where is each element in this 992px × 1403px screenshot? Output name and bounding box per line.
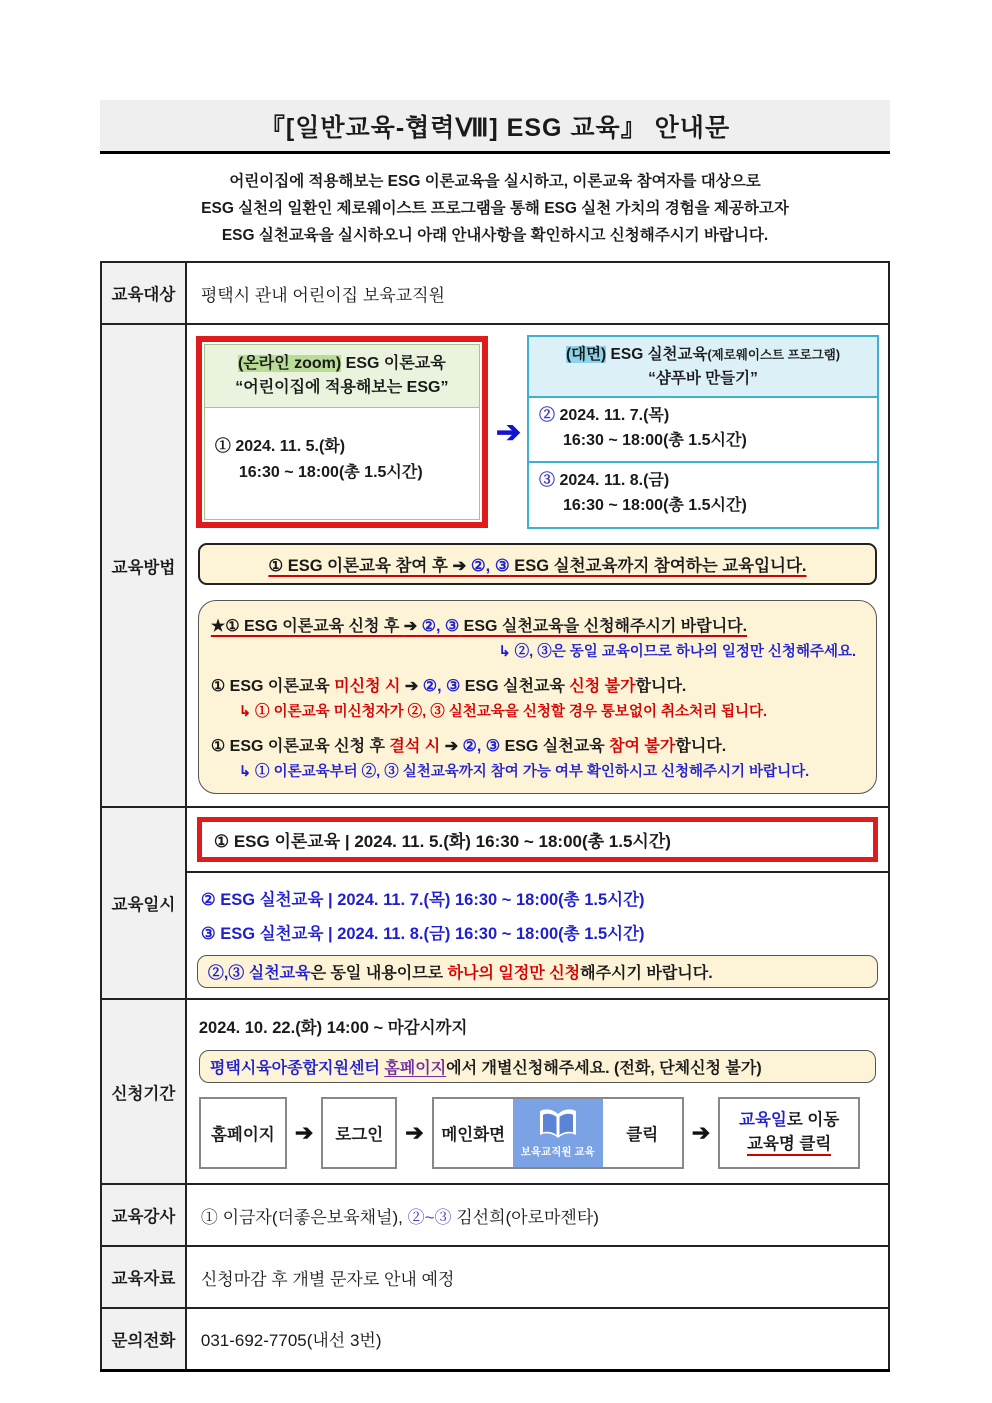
flow-step-mainpage	[432, 1097, 684, 1169]
arrow-glyph: ➔	[400, 678, 423, 696]
offline-session-1-date	[539, 404, 867, 429]
instructor-value	[186, 1184, 889, 1246]
flow-click-label: 클릭	[626, 1126, 659, 1145]
flow-course-line-2	[747, 1133, 831, 1157]
session-number: ③	[539, 472, 560, 490]
offline-session-2-date	[539, 469, 867, 494]
online-session-time: 16:30 ~ 18:00(총 1.5시간)	[238, 463, 423, 481]
offline-session-2-time: 16:30 ~ 18:00(총 1.5시간)	[563, 497, 747, 515]
offline-title-paren: (제로웨이스트 프로그램)	[707, 348, 841, 363]
application-flow-diagram	[199, 1097, 876, 1169]
notice-line-1	[211, 613, 866, 636]
offline-session-1	[529, 398, 877, 462]
offline-practice-box	[527, 335, 879, 529]
info-table	[100, 261, 890, 1371]
summary-seg-2: ESG 실천교육까지 참여하는 교육입니다.	[509, 557, 807, 576]
notice-seg: ★① ESG 이론교육 신청 후	[210, 618, 404, 636]
period-note-rest: 에서 개별신청해주세요. (전화, 단체신청 불가)	[446, 1060, 762, 1078]
notice-seg: ESG 실천교육	[500, 738, 610, 756]
instructor-seg: ① 이금자(더좋은보육채널),	[200, 1207, 408, 1227]
intro-paragraph	[100, 168, 890, 249]
row-label-materials: 교육자료	[101, 1246, 186, 1308]
table-row-instructor	[101, 1184, 889, 1246]
title-banner	[100, 100, 890, 154]
table-row-period	[101, 999, 889, 1184]
tile-label: 보육교직원 교육	[520, 1145, 595, 1158]
notice-line-1-text	[211, 618, 747, 635]
online-zoom-tag: (온라인 zoom)	[237, 355, 342, 373]
flow-course-day: 교육일	[739, 1111, 787, 1130]
schedule-practice-line-1: ② ESG 실천교육 | 2024. 11. 7.(목) 16:30 ~ 18:00(총 1.5시간)	[200, 891, 645, 910]
offline-subtitle: “샴푸바 만들기”	[648, 369, 758, 387]
method-content	[187, 325, 888, 806]
flow-step-course	[718, 1097, 860, 1169]
right-arrow-icon: ➔	[495, 415, 521, 449]
notice-seg: ESG 실천교육을 신청해주시기 바랍니다.	[459, 618, 748, 636]
notice-seg: 합니다.	[635, 678, 687, 696]
row-label-contact: 문의전화	[101, 1308, 186, 1370]
notice-seg: ① ESG 이론교육	[210, 678, 335, 696]
row-label-instructor: 교육강사	[101, 1184, 186, 1246]
schedule-practice-line-2: ③ ESG 실천교육 | 2024. 11. 8.(금) 16:30 ~ 18:00(총 1.5시간)	[200, 925, 645, 944]
instructor-seg-circled: ②~③	[407, 1207, 452, 1227]
table-row-materials	[101, 1246, 889, 1308]
notice-line-6: ↳ ① 이론교육부터 ②, ③ 실천교육까지 참여 가능 여부 확인하시고 신청해주시기 바랍니다.	[238, 764, 810, 781]
table-row-schedule-a	[101, 807, 889, 872]
flow-arrow-icon: ➔	[691, 1120, 711, 1146]
flow-main-label: 메인화면	[441, 1126, 506, 1145]
online-session	[205, 408, 479, 519]
table-row-contact	[101, 1308, 889, 1370]
period-note-box	[199, 1050, 876, 1083]
schedule-note-seg-blue: ②,③ 실천교육	[207, 965, 311, 983]
materials-value: 신청마감 후 개별 문자로 안내 예정	[186, 1246, 889, 1308]
notice-line-2: ↳ ②, ③은 동일 교육이므로 하나의 일정만 신청해주세요.	[498, 644, 856, 661]
intro-line-3: ESG 실천교육을 실시하오니 아래 안내사항을 확인하시고 신청해주시기 바랍니다.	[221, 227, 769, 245]
flow-course-line-1	[739, 1109, 839, 1133]
offline-session-2	[529, 461, 877, 527]
arrow-glyph: ➔	[440, 738, 463, 756]
row-label-target: 교육대상	[101, 262, 186, 324]
instructor-seg: 김선희(아로마젠타)	[451, 1207, 599, 1227]
offline-practice-header	[529, 337, 877, 398]
notice-seg-red: 미신청 시	[334, 678, 401, 696]
schedule-note-seg: 은 동일 내용이므로	[310, 965, 448, 983]
intro-line-2: ESG 실천의 일환인 제로웨이스트 프로그램을 통해 ESG 실천 가치의 경험을 제공하고자	[201, 200, 789, 218]
schedule-theory-box: ① ESG 이론교육 | 2024. 11. 5.(화) 16:30 ~ 18:00(총 1.5시간)	[197, 817, 878, 862]
period-date: 2024. 10. 22.(화) 14:00 ~ 마감시까지	[198, 1019, 468, 1038]
notice-line-5	[211, 733, 866, 756]
session-number: ②	[539, 406, 560, 424]
session-date: 2024. 11. 5.(화)	[235, 438, 346, 456]
notice-line-4: ↳ ① 이론교육 미신청자가 ②, ③ 실천교육을 신청할 경우 통보없이 취소처리 됩니다.	[238, 704, 768, 721]
method-boxes	[196, 335, 879, 529]
method-notice-box	[198, 600, 877, 794]
online-theory-inner	[204, 344, 480, 520]
flow-step-homepage: 홈페이지	[199, 1097, 287, 1169]
book-icon	[538, 1108, 578, 1142]
schedule-note-box	[197, 955, 878, 988]
online-theory-box	[196, 336, 488, 528]
notice-seg-red: 신청 불가	[569, 678, 636, 696]
offline-session-1-time: 16:30 ~ 18:00(총 1.5시간)	[563, 431, 747, 449]
flow-arrow-icon: ➔	[405, 1120, 424, 1146]
table-row-schedule-b	[101, 872, 889, 999]
period-note-homepage: 홈페이지	[384, 1060, 447, 1078]
notice-seg-circled: ②, ③	[422, 678, 461, 696]
offline-tag: (대면)	[565, 346, 607, 364]
notice-seg: ① ESG 이론교육 신청 후	[210, 738, 390, 756]
row-label-method: 교육방법	[101, 324, 186, 807]
row-label-period: 신청기간	[101, 999, 186, 1184]
row-label-schedule: 교육일시	[101, 807, 186, 999]
schedule-note-seg: 해주시기 바랍니다.	[580, 965, 713, 983]
arrow-glyph: ➔	[452, 557, 471, 576]
session-date: 2024. 11. 8.(금)	[559, 472, 670, 490]
flow-step-login: 로그인	[321, 1097, 397, 1169]
notice-seg: 합니다.	[675, 738, 727, 756]
method-summary-box	[198, 543, 877, 585]
session-number: ①	[214, 438, 236, 456]
announcement-page	[100, 100, 890, 1372]
notice-seg-red: 참여 불가	[609, 738, 676, 756]
summary-seg-1: ① ESG 이론교육 참여 후	[268, 557, 453, 576]
method-summary-text	[268, 557, 806, 575]
summary-seg-circled: ②, ③	[470, 557, 510, 576]
intro-line-1: 어린이집에 적용해보는 ESG 이론교육을 실시하고, 이론교육 참여자를 대상으로	[229, 173, 761, 190]
table-row-target	[101, 262, 889, 324]
flow-course-click: 교육명 클릭	[747, 1135, 831, 1156]
arrow-glyph: ➔	[403, 618, 422, 636]
contact-value: 031-692-7705(내선 3번)	[186, 1308, 889, 1370]
online-subtitle: “어린이집에 적용해보는 ESG”	[235, 379, 449, 397]
education-menu-tile	[513, 1099, 603, 1167]
notice-seg: ESG 실천교육	[460, 678, 570, 696]
period-content	[187, 1000, 888, 1183]
session-date: 2024. 11. 7.(목)	[559, 406, 670, 424]
online-title: ESG 이론교육	[341, 355, 446, 373]
online-theory-header	[205, 345, 479, 408]
schedule-note-seg-red: 하나의 일정만 신청	[447, 965, 581, 983]
page-title: 『[일반교육-협력Ⅷ] ESG 교육』 안내문	[259, 113, 731, 142]
table-row-method	[101, 324, 889, 807]
flow-course-move: 로 이동	[786, 1111, 840, 1130]
target-value: 평택시 관내 어린이집 보육교직원	[186, 262, 889, 324]
online-session-date	[215, 434, 469, 460]
notice-seg-circled: ②, ③	[421, 618, 460, 636]
offline-title: ESG 실천교육	[606, 346, 708, 364]
notice-seg-red: 결석 시	[389, 738, 441, 756]
notice-seg-circled: ②, ③	[462, 738, 501, 756]
flow-arrow-icon: ➔	[294, 1120, 314, 1146]
notice-line-3	[211, 673, 866, 696]
period-note-center-name: 평택시육아종합지원센터	[209, 1060, 385, 1078]
